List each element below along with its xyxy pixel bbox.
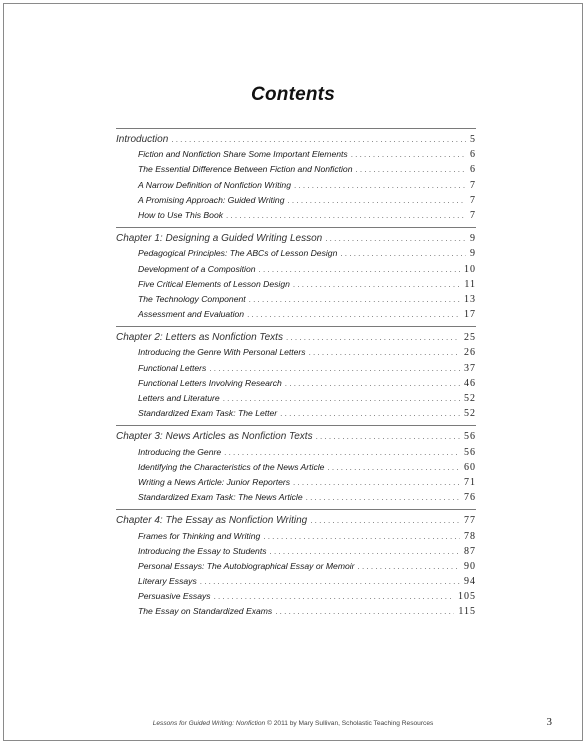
- dot-leader: [293, 277, 460, 292]
- toc-subentry[interactable]: [116, 460, 476, 475]
- subentry-title: Fiction and Nonfiction Share Some Important Elements: [138, 149, 348, 160]
- toc-section: [116, 425, 476, 505]
- page-title: Contents: [251, 84, 335, 105]
- chapter-page-number: 9: [470, 233, 476, 245]
- dot-leader: [209, 361, 460, 376]
- toc-subentry[interactable]: [116, 406, 476, 421]
- dot-leader: [247, 307, 460, 322]
- section-divider: [116, 509, 476, 510]
- footer-copyright: © 2011 by Mary Sullivan, Scholastic Teaching Resources: [267, 720, 434, 727]
- subentry-page-number: 94: [464, 576, 476, 588]
- subentry-title: Writing a News Article: Junior Reporters: [138, 476, 291, 487]
- chapter-title: Chapter 3: News Articles as Nonfiction Texts: [116, 431, 313, 443]
- dot-leader: [214, 589, 454, 604]
- dot-leader: [355, 162, 466, 177]
- toc-section: [116, 227, 476, 322]
- subentry-page-number: 13: [464, 293, 476, 305]
- dot-leader: [263, 529, 460, 544]
- dot-leader: [294, 178, 466, 193]
- subentry-page-number: 46: [464, 377, 476, 389]
- dot-leader: [325, 231, 466, 246]
- toc-chapter-entry[interactable]: [116, 132, 476, 147]
- subentry-page-number: 10: [464, 263, 476, 275]
- chapter-title: Chapter 2: Letters as Nonfiction Texts: [116, 332, 283, 344]
- subentry-title: Introducing the Genre With Personal Letters: [138, 347, 306, 358]
- subentry-page-number: 56: [464, 446, 476, 458]
- toc-subentry[interactable]: [116, 345, 476, 360]
- dot-leader: [351, 147, 466, 162]
- subentry-page-number: 87: [464, 545, 476, 557]
- dot-leader: [293, 475, 460, 490]
- subentry-page-number: 11: [464, 278, 476, 290]
- subentry-title: Personal Essays: The Autobiographical Essay or Memoir: [138, 560, 355, 571]
- subentry-title: Identifying the Characteristics of the News Article: [138, 461, 325, 472]
- toc-subentry[interactable]: [116, 246, 476, 261]
- subentry-title: Pedagogical Principles: The ABCs of Lesson Design: [138, 248, 338, 259]
- toc-chapter-entry[interactable]: [116, 513, 476, 528]
- subentry-title: Five Critical Elements of Lesson Design: [138, 278, 290, 289]
- subentry-title: Literary Essays: [138, 576, 197, 587]
- table-of-contents: [116, 128, 476, 624]
- subentry-title: The Technology Component: [138, 293, 246, 304]
- toc-subentry[interactable]: [116, 529, 476, 544]
- footer-book-title: Lessons for Guided Writing: Nonfiction: [152, 720, 266, 727]
- subentry-title: Persuasive Essays: [138, 591, 211, 602]
- dot-leader: [306, 490, 460, 505]
- document-page: [3, 3, 583, 741]
- dot-leader: [224, 445, 460, 460]
- toc-section: [116, 509, 476, 619]
- subentry-title: The Essential Difference Between Fiction and Nonfiction: [138, 164, 353, 175]
- dot-leader: [286, 330, 460, 345]
- toc-section: [116, 128, 476, 223]
- subentry-title: Frames for Thinking and Writing: [138, 530, 261, 541]
- chapter-title: Introduction: [116, 134, 169, 145]
- subentry-title: The Essay on Standardized Exams: [138, 606, 273, 617]
- toc-section: [116, 326, 476, 421]
- toc-subentry[interactable]: [116, 147, 476, 162]
- subentry-page-number: 7: [470, 179, 476, 191]
- toc-subentry[interactable]: [116, 544, 476, 559]
- subentry-title: Assessment and Evaluation: [138, 309, 245, 320]
- dot-leader: [249, 292, 460, 307]
- subentry-title: A Promising Approach: Guided Writing: [138, 194, 285, 205]
- toc-subentry[interactable]: [116, 292, 476, 307]
- dot-leader: [285, 376, 460, 391]
- dot-leader: [327, 460, 460, 475]
- toc-subentry[interactable]: [116, 307, 476, 322]
- chapter-title: Chapter 4: The Essay as Nonfiction Writing: [116, 515, 308, 527]
- toc-subentry[interactable]: [116, 589, 476, 604]
- subentry-title: A Narrow Definition of Nonfiction Writing: [138, 179, 291, 190]
- chapter-page-number: 25: [464, 332, 476, 344]
- dot-leader: [223, 391, 460, 406]
- subentry-title: Functional Letters Involving Research: [138, 377, 282, 388]
- toc-subentry[interactable]: [116, 391, 476, 406]
- toc-subentry[interactable]: [116, 475, 476, 490]
- subentry-page-number: 9: [470, 248, 476, 260]
- subentry-page-number: 7: [470, 194, 476, 206]
- dot-leader: [316, 429, 460, 444]
- chapter-page-number: 77: [464, 515, 476, 527]
- dot-leader: [171, 132, 466, 147]
- subentry-page-number: 52: [464, 393, 476, 404]
- toc-subentry[interactable]: [116, 178, 476, 193]
- dot-leader: [287, 193, 466, 208]
- toc-subentry[interactable]: [116, 376, 476, 391]
- chapter-page-number: 5: [470, 134, 476, 145]
- toc-subentry[interactable]: [116, 604, 476, 619]
- subentry-title: Letters and Literature: [138, 393, 220, 403]
- chapter-page-number: 56: [464, 431, 476, 443]
- subentry-page-number: 78: [464, 530, 476, 542]
- dot-leader: [275, 604, 454, 619]
- subentry-title: Standardized Exam Task: The News Article: [138, 492, 303, 503]
- toc-subentry[interactable]: [116, 445, 476, 460]
- dot-leader: [200, 574, 460, 589]
- section-divider: [116, 326, 476, 327]
- toc-chapter-entry[interactable]: [116, 330, 476, 345]
- dot-leader: [259, 262, 460, 277]
- subentry-page-number: 6: [470, 149, 476, 161]
- dot-leader: [280, 406, 460, 421]
- dot-leader: [358, 559, 460, 574]
- toc-subentry[interactable]: [116, 361, 476, 376]
- toc-subentry[interactable]: [116, 277, 476, 292]
- subentry-page-number: 7: [470, 209, 476, 221]
- section-divider: [116, 128, 476, 129]
- page-number: 3: [546, 716, 552, 728]
- subentry-page-number: 105: [458, 591, 476, 603]
- toc-subentry[interactable]: [116, 262, 476, 277]
- subentry-title: Standardized Exam Task: The Letter: [138, 408, 278, 419]
- subentry-page-number: 71: [464, 476, 476, 488]
- page-footer: [4, 720, 582, 727]
- section-divider: [116, 227, 476, 228]
- subentry-title: Functional Letters: [138, 362, 207, 373]
- toc-subentry[interactable]: [116, 490, 476, 505]
- subentry-page-number: 37: [464, 362, 476, 374]
- toc-chapter-entry[interactable]: [116, 231, 476, 246]
- chapter-title: Chapter 1: Designing a Guided Writing Lesson: [116, 233, 323, 245]
- subentry-page-number: 26: [464, 347, 476, 359]
- toc-subentry[interactable]: [116, 162, 476, 177]
- toc-subentry[interactable]: [116, 208, 476, 223]
- subentry-page-number: 6: [470, 164, 476, 176]
- subentry-title: Development of a Composition: [138, 263, 256, 274]
- toc-subentry[interactable]: [116, 559, 476, 574]
- subentry-page-number: 76: [464, 492, 476, 504]
- subentry-page-number: 60: [464, 461, 476, 473]
- dot-leader: [310, 513, 460, 528]
- dot-leader: [226, 208, 466, 223]
- toc-chapter-entry[interactable]: [116, 429, 476, 444]
- subentry-title: How to Use This Book: [138, 209, 224, 220]
- subentry-page-number: 90: [464, 560, 476, 572]
- subentry-page-number: 52: [464, 408, 476, 420]
- subentry-page-number: 17: [464, 309, 476, 321]
- toc-subentry[interactable]: [116, 574, 476, 589]
- toc-subentry[interactable]: [116, 193, 476, 208]
- subentry-title: Introducing the Genre: [138, 446, 222, 457]
- section-divider: [116, 425, 476, 426]
- dot-leader: [309, 345, 460, 360]
- subentry-title: Introducing the Essay to Students: [138, 545, 267, 556]
- dot-leader: [270, 544, 460, 559]
- dot-leader: [340, 246, 466, 261]
- subentry-page-number: 115: [458, 606, 476, 618]
